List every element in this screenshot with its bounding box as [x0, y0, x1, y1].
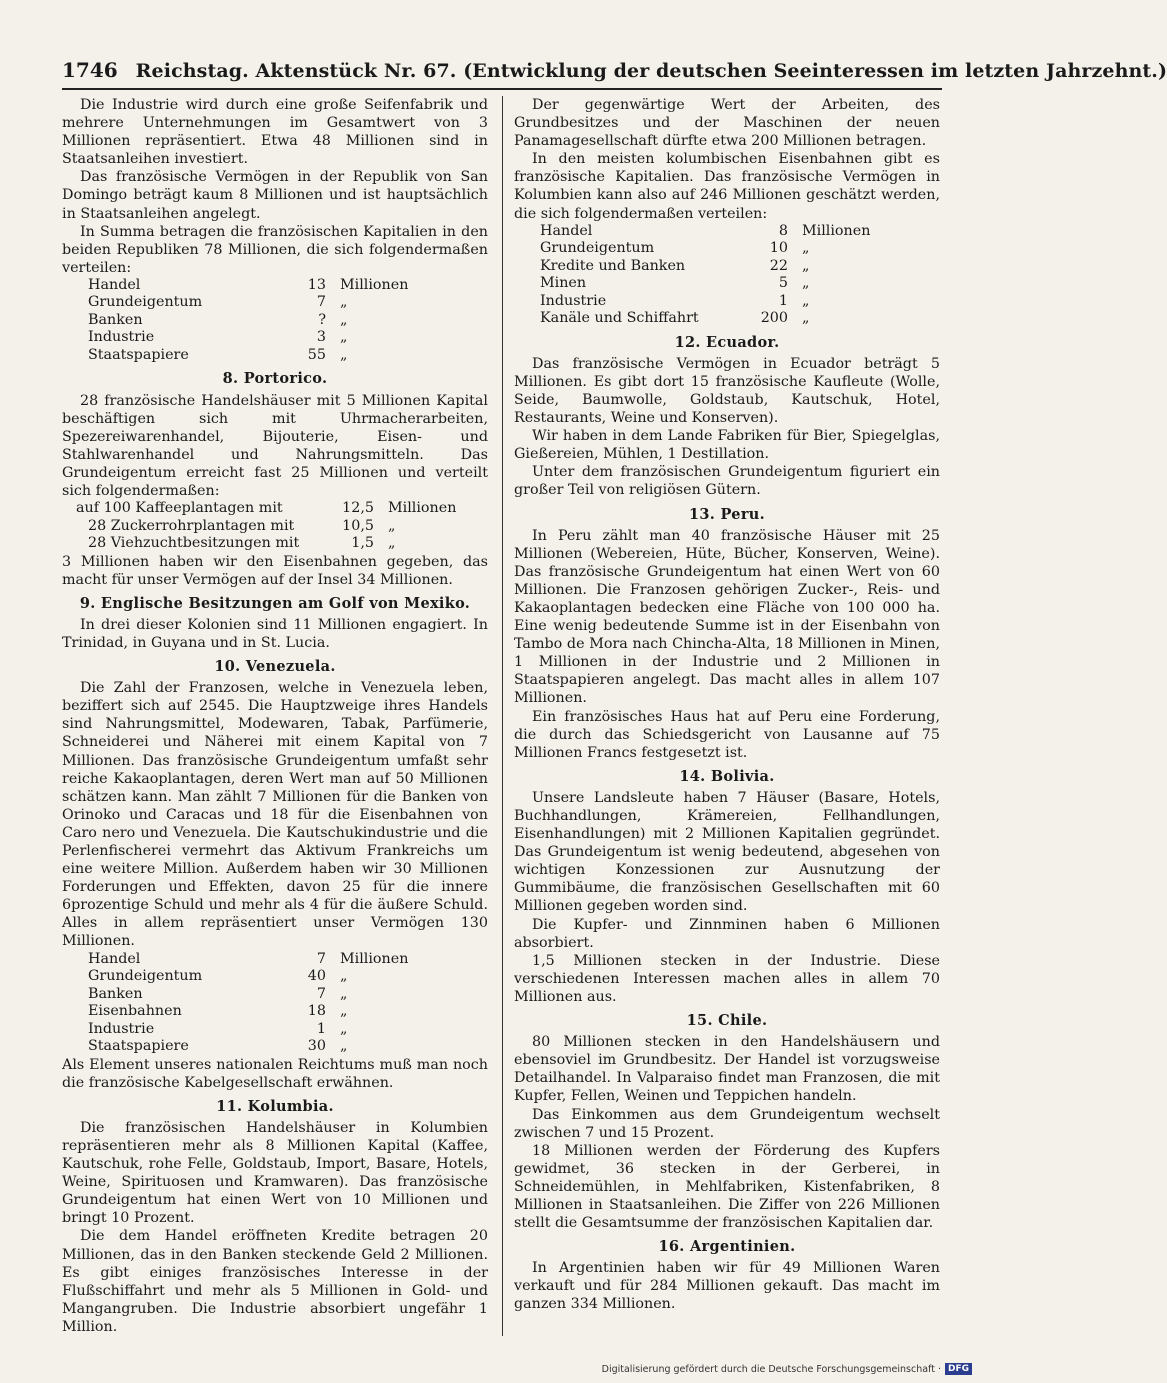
- row-unit: „: [388, 517, 396, 534]
- table-row: [84, 1038, 408, 1056]
- row-unit: „: [340, 1003, 348, 1020]
- row-value: 200: [760, 310, 788, 327]
- row-unit: „: [340, 294, 348, 311]
- table-row: [536, 293, 870, 311]
- paragraph: Wir haben in dem Lande Fabriken für Bier, Spiegelglas, Gießereien, Mühlen, 1 Destillation.: [514, 428, 940, 463]
- table-row: [536, 223, 870, 241]
- section-heading: 16. Argentinien.: [658, 1238, 796, 1256]
- row-unit: „: [340, 346, 348, 363]
- paragraph: 28 französische Handelshäuser mit 5 Millionen Kapital beschäftigen sich mit Uhrmacherarbeiten, Spezereiwarenhandel, Bijouterie, Eisen- und Stahlwarenhandel und Nahrungsmitteln. Das Grundeigentum erreicht fast 25 Millionen und verteilt sich folgendermaßen:: [62, 392, 488, 499]
- row-unit: „: [802, 240, 810, 257]
- row-value: 7: [316, 294, 326, 311]
- row-unit: „: [340, 968, 348, 985]
- paragraph: Die französischen Handelshäuser in Kolumbien repräsentieren mehr als 8 Millionen Kapital (Kaffee, Kautschuk, rohe Felle, Goldstaub, Import, Basare, Hotels, Weine, Spirituosen und Kramwaren). Das französische Grundeigentum hat einen Wert von 10 Millionen und bringt 10 Prozent.: [62, 1119, 488, 1227]
- row-value: 7: [316, 950, 326, 967]
- row-label: Handel: [540, 222, 593, 239]
- row-unit: „: [388, 535, 396, 552]
- paragraph: 80 Millionen stecken in den Handelshäusern und ebensoviel im Grundbesitz. Der Handel ist vorzugsweise Detailhandel. In Valparaiso findet man Franzosen, die mit Kupfer, Fellen, Weinen und Teppichen handeln.: [514, 1034, 940, 1105]
- section-heading: 10. Venezuela.: [214, 658, 336, 676]
- dfg-logo: DFG: [945, 1363, 972, 1375]
- paragraph: In den meisten kolumbischen Eisenbahnen gibt es französische Kapitalien. Das französische Vermögen in Kolumbien kann also auf 246 Millionen geschätzt werden, die sich folgendermaßen verteilen:: [514, 151, 940, 222]
- table-row: [84, 951, 408, 969]
- row-unit: Millionen: [340, 950, 409, 967]
- distribution-table: [84, 277, 408, 365]
- row-unit: „: [802, 275, 810, 292]
- paragraph: Die Zahl der Franzosen, welche in Venezuela leben, beziffert sich auf 2545. Die Hauptzweige ihres Handels sind Nahrungsmittel, Modewaren, Tabak, Parfümerie, Schneiderei und Näherei mit einem Kapital von 7 Millionen. Das französische Grundeigentum umfaßt sehr reiche Kakaoplantagen, deren Wert man auf 50 Millionen schätzen kann. Man zählt 7 Millionen für die Banken von Orinoko und Caracas und 18 für die Eisenbahnen von Caro nero und Venezuela. Die Kautschukindustrie und die Perlenfischerei vermehrt das Aktivum Frankreichs um eine weitere Million. Außerdem haben wir 30 Millionen Forderungen und Effekten, davon 25 für die innere 6prozentige Schuld und mehr als 4 für die äußere Schuld. Alles in allem repräsentiert unser Vermögen 130 Millionen.: [62, 680, 488, 950]
- row-label: Industrie: [88, 329, 155, 346]
- row-label: Staatspapiere: [88, 346, 189, 363]
- paragraph: Unter dem französischen Grundeigentum figuriert ein großer Teil von religiösen Gütern.: [514, 464, 940, 499]
- distribution-table: [536, 223, 870, 328]
- section-heading: 8. Portorico.: [222, 370, 328, 388]
- paragraph: Als Element unseres nationalen Reichtums muß man noch die französische Kabelgesellschaft erwähnen.: [62, 1056, 488, 1091]
- row-unit: „: [802, 292, 810, 309]
- row-value: 10,5: [342, 517, 374, 534]
- section-heading: 15. Chile.: [686, 1012, 768, 1030]
- row-value: 12,5: [342, 500, 374, 517]
- row-unit: „: [802, 310, 810, 327]
- row-label: Grundeigentum: [88, 968, 203, 985]
- paragraph: In Argentinien haben wir für 49 Millionen Waren verkauft und für 284 Millionen gekauft. Das macht im ganzen 334 Millionen.: [514, 1260, 940, 1313]
- table-row: [84, 294, 408, 312]
- table-row: [84, 277, 408, 295]
- table-row: [84, 347, 408, 365]
- row-unit: Millionen: [340, 276, 409, 293]
- row-value: 1,5: [351, 535, 374, 552]
- paragraph: In Summa betragen die französischen Kapitalien in den beiden Republiken 78 Millionen, die sich folgendermaßen verteilen:: [62, 223, 488, 276]
- row-label: Banken: [88, 985, 143, 1002]
- paragraph: Ein französisches Haus hat auf Peru eine Forderung, die durch das Schiedsgericht von Lausanne auf 75 Millionen Francs festgesetzt ist.: [514, 708, 940, 761]
- row-unit: „: [340, 311, 348, 328]
- section-heading: 14. Bolivia.: [679, 767, 775, 785]
- row-unit: „: [340, 329, 348, 346]
- table-row: [536, 310, 870, 328]
- row-label: Industrie: [540, 292, 607, 309]
- text-columns: [62, 96, 942, 1336]
- section-heading: 12. Ecuador.: [674, 333, 780, 351]
- right-column: [500, 96, 940, 1336]
- row-label: Minen: [540, 275, 587, 292]
- table-row: [536, 258, 870, 276]
- row-label: Banken: [88, 311, 143, 328]
- table-row: [72, 518, 456, 536]
- paragraph: Die dem Handel eröffneten Kredite betragen 20 Millionen, das in den Banken steckende Geld 2 Millionen. Es gibt einiges französisches Interesse in der Flußschiffahrt und mehr als 5 Millionen in Gold- und Mangangruben. Die Industrie absorbiert ungefähr 1 Million.: [62, 1228, 488, 1335]
- row-unit: „: [340, 1038, 348, 1055]
- row-label: Kanäle und Schiffahrt: [540, 310, 699, 327]
- row-label: Kredite und Banken: [540, 257, 686, 274]
- row-label: Handel: [88, 276, 141, 293]
- table-row: [536, 240, 870, 258]
- paragraph: Das französische Vermögen in der Republik von San Domingo beträgt kaum 8 Millionen und ist hauptsächlich in Staatsanleihen angelegt.: [62, 169, 488, 222]
- table-row: [84, 1021, 408, 1039]
- row-value: 1: [778, 292, 788, 309]
- paragraph: Unsere Landsleute haben 7 Häuser (Basare, Hotels, Buchhandlungen, Krämereien, Fellhandlungen, Eisenhandlungen) mit 2 Millionen Kapitalien gegründet. Das Grundeigentum ist wenig bedeutend, abgesehen von wichtigen Konzessionen zur Ausnutzung der Gummibäume, die französischen Gesellschaften mit 60 Millionen gegeben worden sind.: [514, 789, 940, 915]
- section-heading: 11. Kolumbia.: [216, 1097, 334, 1115]
- row-unit: Millionen: [388, 500, 457, 517]
- page-title: Reichstag. Aktenstück Nr. 67. (Entwicklung der deutschen Seeinteressen im letzten Jahrzehnt.): [135, 60, 1167, 82]
- table-row: [84, 968, 408, 986]
- row-value: 13: [307, 276, 326, 293]
- page-header: [62, 58, 1167, 90]
- row-label: auf 100 Kaffeeplantagen mit: [76, 500, 283, 517]
- row-value: 8: [778, 222, 788, 239]
- row-label: Grundeigentum: [88, 294, 203, 311]
- paragraph: Das französische Vermögen in Ecuador beträgt 5 Millionen. Es gibt dort 15 französische Kaufleute (Wolle, Seide, Baumwolle, Goldstaub, Kautschuk, Hotel, Restaurants, Weine und Konserven).: [514, 355, 940, 427]
- page-number: 1746: [62, 58, 118, 82]
- row-unit: Millionen: [802, 222, 871, 239]
- section-heading: 13. Peru.: [689, 505, 765, 523]
- row-value: ?: [318, 311, 326, 328]
- distribution-table: [72, 500, 456, 553]
- row-value: 55: [307, 346, 326, 363]
- row-unit: „: [340, 1020, 348, 1037]
- row-label: Grundeigentum: [540, 240, 655, 257]
- row-value: 7: [316, 985, 326, 1002]
- row-label: 28 Zuckerrohrplantagen mit: [88, 517, 295, 534]
- distribution-table: [84, 951, 408, 1056]
- paragraph: Der gegenwärtige Wert der Arbeiten, des Grundbesitzes und der Maschinen der neuen Panamagesellschaft dürfte etwa 200 Millionen betragen.: [514, 97, 940, 150]
- table-row: [84, 986, 408, 1004]
- row-label: Staatspapiere: [88, 1038, 189, 1055]
- footer-credit: [602, 1363, 972, 1375]
- paragraph: 18 Millionen werden der Förderung des Kupfers gewidmet, 36 stecken in der Gerberei, in Schneidemühlen, in Mehlfabriken, Kistenfabriken, 8 Millionen in Staatsanleihen. Die Ziffer von 226 Millionen stellt die Gesamtsumme der französischen Kapitalien dar.: [514, 1142, 940, 1232]
- table-row: [72, 535, 456, 553]
- footer-text: Digitalisierung gefördert durch die Deutsche Forschungsgemeinschaft ·: [601, 1363, 941, 1375]
- row-unit: „: [340, 985, 348, 1002]
- paragraph: 3 Millionen haben wir den Eisenbahnen gegeben, das macht für unser Vermögen auf der Insel 34 Millionen.: [62, 553, 488, 588]
- row-unit: „: [802, 257, 810, 274]
- row-label: Eisenbahnen: [88, 1003, 182, 1020]
- row-value: 1: [316, 1020, 326, 1037]
- row-label: Industrie: [88, 1020, 155, 1037]
- table-row: [72, 500, 456, 518]
- row-value: 40: [307, 968, 326, 985]
- table-row: [84, 329, 408, 347]
- section-heading: 9. Englische Besitzungen am Golf von Mexiko.: [79, 594, 471, 612]
- row-value: 10: [769, 240, 788, 257]
- row-value: 30: [307, 1038, 326, 1055]
- paragraph: In Peru zählt man 40 französische Häuser mit 25 Millionen (Webereien, Hüte, Bücher, Konserven, Weine). Das französische Grundeigentum hat einen Wert von 60 Millionen. Die Franzosen gehörigen Zucker-, Reis- und Kakaoplantagen bedecken eine Fläche von 100 000 ha. Eine wenig bedeutende Summe ist in der Eisenbahn von Tambo de Mora nach Chincha-Alta, 18 Millionen in Minen, 1 Millionen in der Industrie und 2 Millionen in Staatspapieren angelegt. Das macht alles in allem 107 Millionen.: [514, 527, 940, 707]
- table-row: [536, 275, 870, 293]
- column-divider: [502, 96, 503, 1336]
- row-value: 18: [307, 1003, 326, 1020]
- table-row: [84, 1003, 408, 1021]
- paragraph: Die Kupfer- und Zinnminen haben 6 Millionen absorbiert.: [514, 916, 940, 951]
- paragraph: In drei dieser Kolonien sind 11 Millionen engagiert. In Trinidad, in Guyana und in St. Lucia.: [62, 616, 488, 651]
- row-label: 28 Viehzuchtbesitzungen mit: [88, 535, 300, 552]
- table-row: [84, 312, 408, 330]
- row-value: 3: [316, 329, 326, 346]
- left-column: [62, 96, 500, 1336]
- document-page: [62, 58, 1167, 1336]
- paragraph: Die Industrie wird durch eine große Seifenfabrik und mehrere Unternehmungen im Gesamtwert von 3 Millionen repräsentiert. Etwa 48 Millionen sind in Staatsanleihen investiert.: [62, 97, 488, 168]
- paragraph: 1,5 Millionen stecken in der Industrie. Diese verschiedenen Interessen machen alles in allem 70 Millionen aus.: [514, 952, 940, 1005]
- row-label: Handel: [88, 950, 141, 967]
- paragraph: Das Einkommen aus dem Grundeigentum wechselt zwischen 7 und 15 Prozent.: [514, 1106, 940, 1141]
- row-value: 22: [769, 257, 788, 274]
- row-value: 5: [778, 275, 788, 292]
